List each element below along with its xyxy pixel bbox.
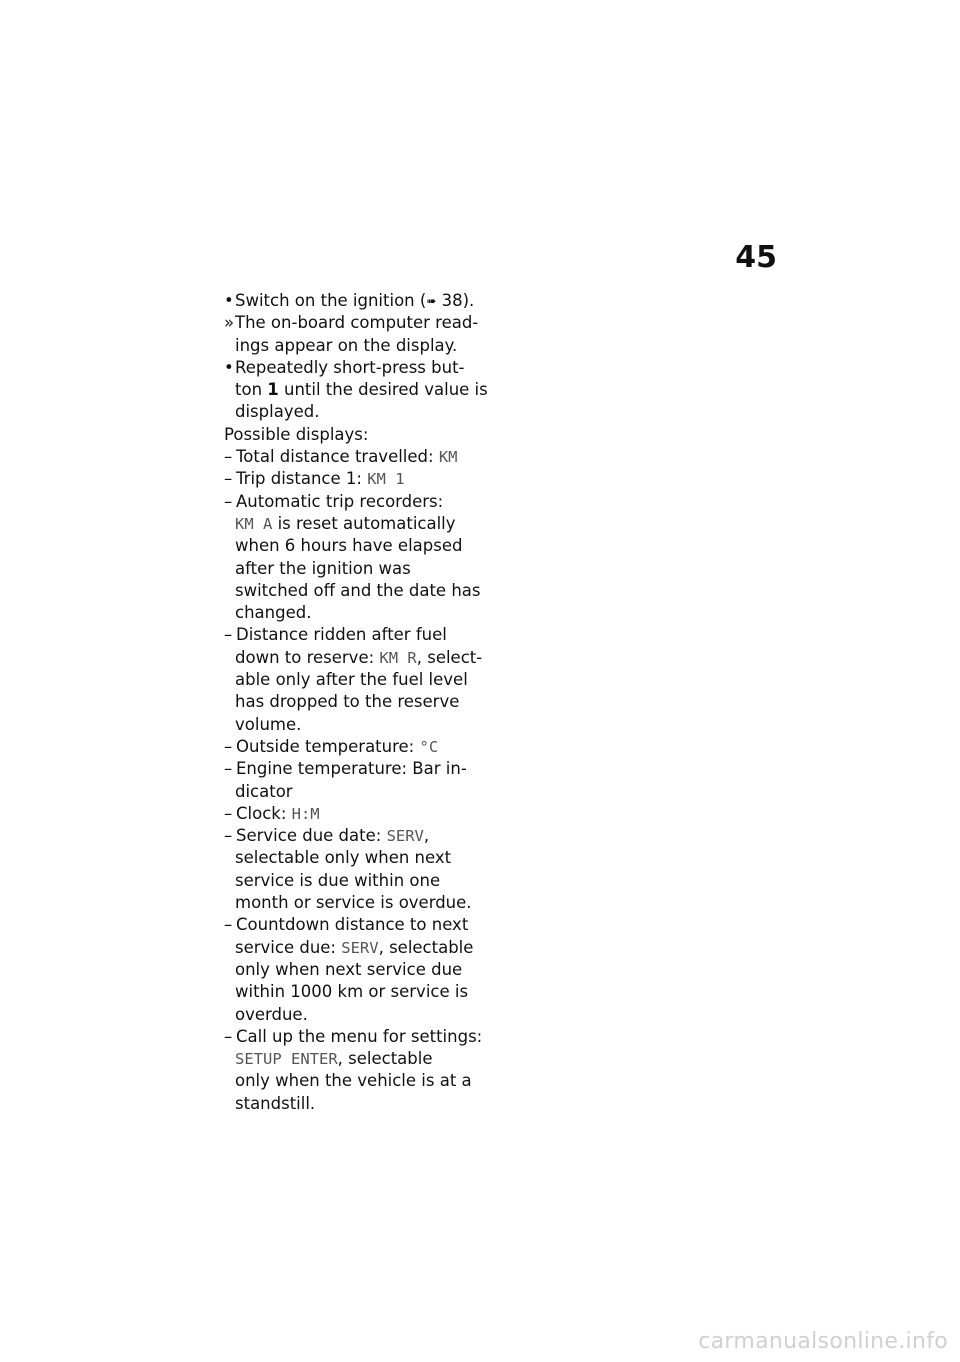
display-settings-menu: – Call up the menu for settings: [224, 1026, 499, 1048]
dash-icon: – [224, 803, 233, 823]
watermark: carmanualsonline.info [698, 1329, 948, 1354]
page-number: 45 [735, 240, 777, 275]
dash-icon: – [224, 491, 233, 511]
display-total-distance: – Total distance travelled: KM [224, 446, 499, 468]
display-service-date: – Service due date: SERV, [224, 825, 499, 847]
bullet-icon: • [224, 291, 234, 310]
button-number: 1 [267, 380, 279, 400]
possible-displays-heading: Possible displays: [224, 424, 369, 444]
dash-icon: – [224, 736, 233, 756]
display-clock: – Clock: H:M [224, 803, 499, 825]
dash-icon: – [224, 447, 233, 467]
manual-content: • Switch on the ignition (➠ 38). » The on-board computer read- ings appear on the display. • Repeatedly short-press but- ton 1 until the desired value is displayed. Possible displays: – Total distance travelled: KM – Trip distance 1: KM 1 – Automatic trip recorders: KM A is reset automatically when 6 hours have elapsed after the ignition was switched off and the date has changed. – Distance ridden after fuel down to reserve: KM R, select- able only after the fuel level has dropped to the reserve volume. – Outside temperature: °C – Engine temperature: Bar in- dicator – Clock: H:M – Service due date: SERV, selectable only when next service is due within one month or service is overdue. – Countdown distance to next service due: SERV, selectable only when next service due within 1000 km or service is overdue. – Call up the menu for settings: SETUP ENTER, selectable only when the vehicle is at a standstill. [224, 290, 499, 1115]
display-auto-trip: – Automatic trip recorders: [224, 491, 499, 513]
result-icon: » [224, 313, 235, 333]
display-service-distance: – Countdown distance to next [224, 914, 499, 936]
display-trip-distance: – Trip distance 1: KM 1 [224, 468, 499, 490]
dash-icon: – [224, 826, 233, 846]
dash-icon: – [224, 1026, 233, 1046]
page-reference[interactable]: 38 [441, 291, 463, 310]
display-engine-temperature: – Engine temperature: Bar in- [224, 758, 499, 780]
step-switch-on: • Switch on the ignition (➠ 38). [224, 290, 499, 312]
step-repeat: • Repeatedly short-press but- [224, 357, 499, 379]
step-result: » The on-board computer read- [224, 312, 499, 334]
dash-icon: – [224, 625, 233, 645]
arrow-right-icon: ➠ [426, 294, 437, 308]
bullet-icon: • [224, 357, 234, 377]
display-outside-temperature: – Outside temperature: °C [224, 736, 499, 758]
dash-icon: – [224, 469, 233, 489]
display-reserve-distance: – Distance ridden after fuel [224, 624, 499, 646]
dash-icon: – [224, 759, 233, 779]
dash-icon: – [224, 915, 233, 935]
